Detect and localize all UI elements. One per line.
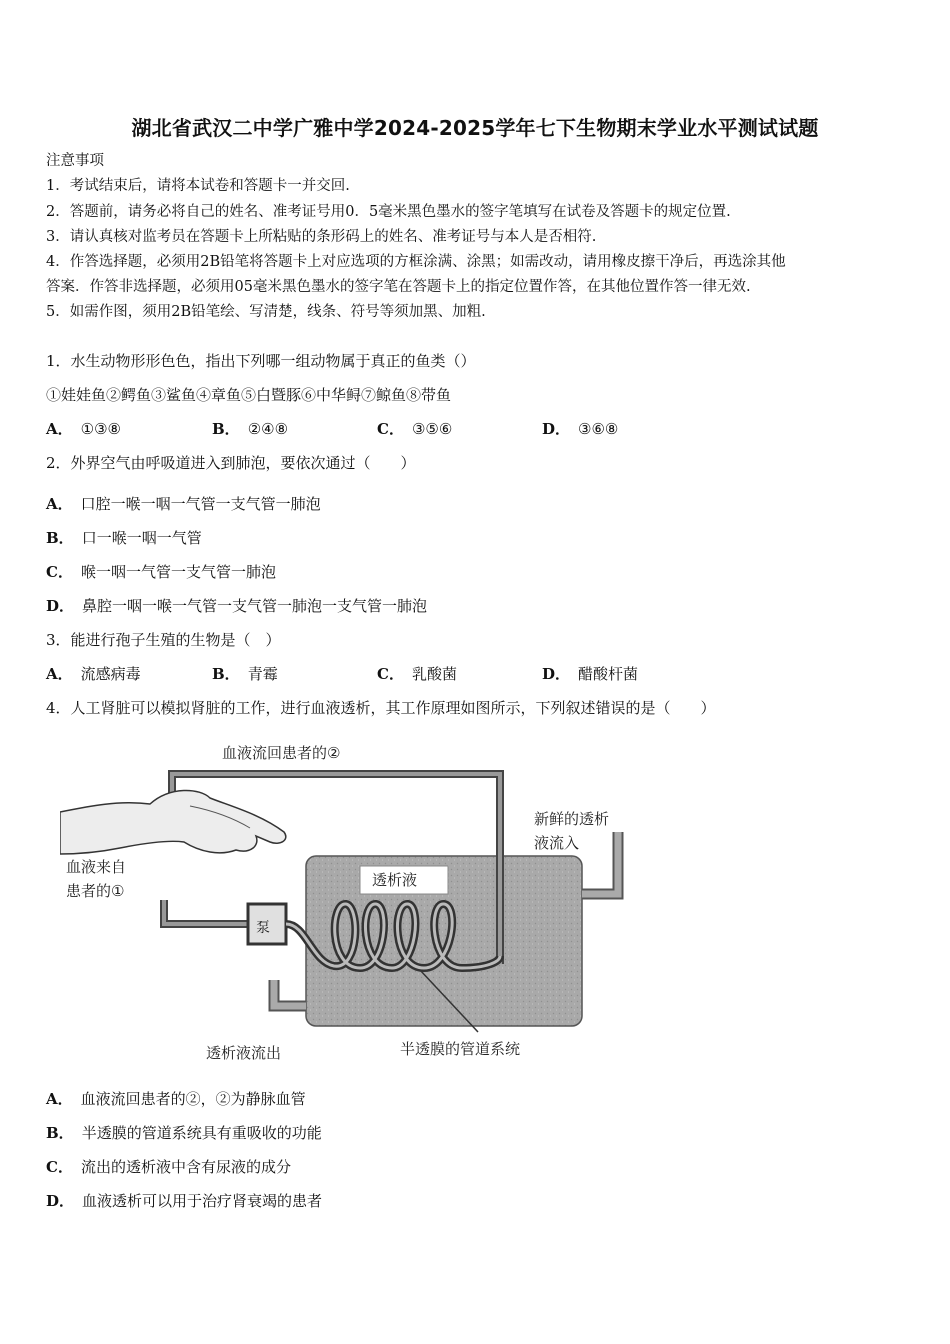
- label-pump: 泵: [256, 920, 270, 936]
- notice-item: 4．作答选择题，必须用2B铅笔将答题卡上对应选项的方框涂满、涂黑；如需改动，请用橡皮擦干净后，再选涂其他: [46, 254, 786, 270]
- question-3-stem: 3．能进行孢子生殖的生物是（ ）: [46, 631, 281, 649]
- label-membrane: 半透膜的管道系统: [400, 1040, 521, 1058]
- notice-item: 3．请认真核对监考员在答题卡上所粘贴的条形码上的姓名、准考证号与本人是否相符.: [46, 229, 597, 245]
- question-4-option-c[interactable]: C． 流出的透析液中含有尿液的成分: [46, 1158, 291, 1176]
- page-title: 湖北省武汉二中学广雅中学2024-2025学年七下生物期末学业水平测试试题: [131, 116, 819, 140]
- question-2-option-d[interactable]: D． 鼻腔一咽一喉一气管一支气管一肺泡一支气管一肺泡: [46, 597, 428, 615]
- notice-item: 答案．作答非选择题，必须用05毫米黑色墨水的签字笔在答题卡上的指定位置作答，在其他位置作答一律无效.: [46, 279, 751, 295]
- question-4-option-a[interactable]: A． 血液流回患者的②，②为静脉血管: [46, 1090, 306, 1108]
- label-fresh-inflow-1: 新鲜的透析: [534, 810, 610, 828]
- question-3-option-c[interactable]: C． 乳酸菌: [377, 665, 457, 683]
- label-fresh-inflow-2: 液流入: [534, 834, 580, 852]
- fresh-inlet-pipe: [582, 832, 618, 894]
- question-4-option-d[interactable]: D． 血液透析可以用于治疗肾衰竭的患者: [46, 1192, 323, 1210]
- blood-tube-from-patient: [164, 900, 248, 924]
- notice-heading: 注意事项: [46, 153, 104, 169]
- question-1-option-c[interactable]: C． ③⑤⑥: [377, 420, 453, 438]
- question-3-option-a[interactable]: A． 流感病毒: [46, 665, 141, 683]
- notice-item: 1．考试结束后，请将本试卷和答题卡一并交回.: [46, 178, 350, 194]
- question-3-option-d[interactable]: D． 醋酸杆菌: [542, 665, 639, 683]
- notice-item: 2．答题前，请务必将自己的姓名、准考证号用0．5毫米黑色墨水的签字笔填写在试卷及答题卡的规定位置.: [46, 204, 731, 220]
- notice-item: 5．如需作图，须用2B铅笔绘、写清楚，线条、符号等须加黑、加粗.: [46, 304, 486, 320]
- question-1-option-a[interactable]: A． ①③⑧: [46, 420, 121, 438]
- question-4-option-b[interactable]: B． 半透膜的管道系统具有重吸收的功能: [46, 1124, 322, 1142]
- question-1-animals: ①娃娃鱼②鳄鱼③鲨鱼④章鱼⑤白暨豚⑥中华鲟⑦鲸鱼⑧带鱼: [46, 386, 452, 404]
- label-blood-from-1: 血液来自: [66, 858, 127, 876]
- question-2-option-b[interactable]: B． 口一喉一咽一气管: [46, 529, 202, 547]
- patient-arm-icon: [60, 790, 286, 854]
- question-3-option-b[interactable]: B． 青霉: [212, 665, 278, 683]
- question-1-option-d[interactable]: D． ③⑥⑧: [542, 420, 619, 438]
- question-2-stem: 2．外界空气由呼吸道进入到肺泡，要依次通过（ ）: [46, 454, 416, 472]
- label-blood-return: 血液流回患者的②: [222, 744, 341, 762]
- question-4-stem: 4．人工肾脏可以模拟肾脏的工作，进行血液透析，其工作原理如图所示，下列叙述错误的是（ ）: [46, 699, 716, 717]
- dialysate-outlet-pipe: [274, 980, 306, 1006]
- question-2-option-a[interactable]: A． 口腔一喉一咽一气管一支气管一肺泡: [46, 495, 321, 513]
- label-blood-from-2: 患者的①: [66, 882, 125, 900]
- label-dialysate-out: 透析液流出: [206, 1044, 282, 1062]
- question-1-option-b[interactable]: B． ②④⑧: [212, 420, 289, 438]
- question-2-option-c[interactable]: C． 喉一咽一气管一支气管一肺泡: [46, 563, 276, 581]
- question-1-stem: 1．水生动物形形色色，指出下列哪一组动物属于真正的鱼类（）: [46, 352, 476, 370]
- label-dialysate: 透析液: [372, 871, 418, 889]
- dialysis-diagram: [60, 736, 650, 1076]
